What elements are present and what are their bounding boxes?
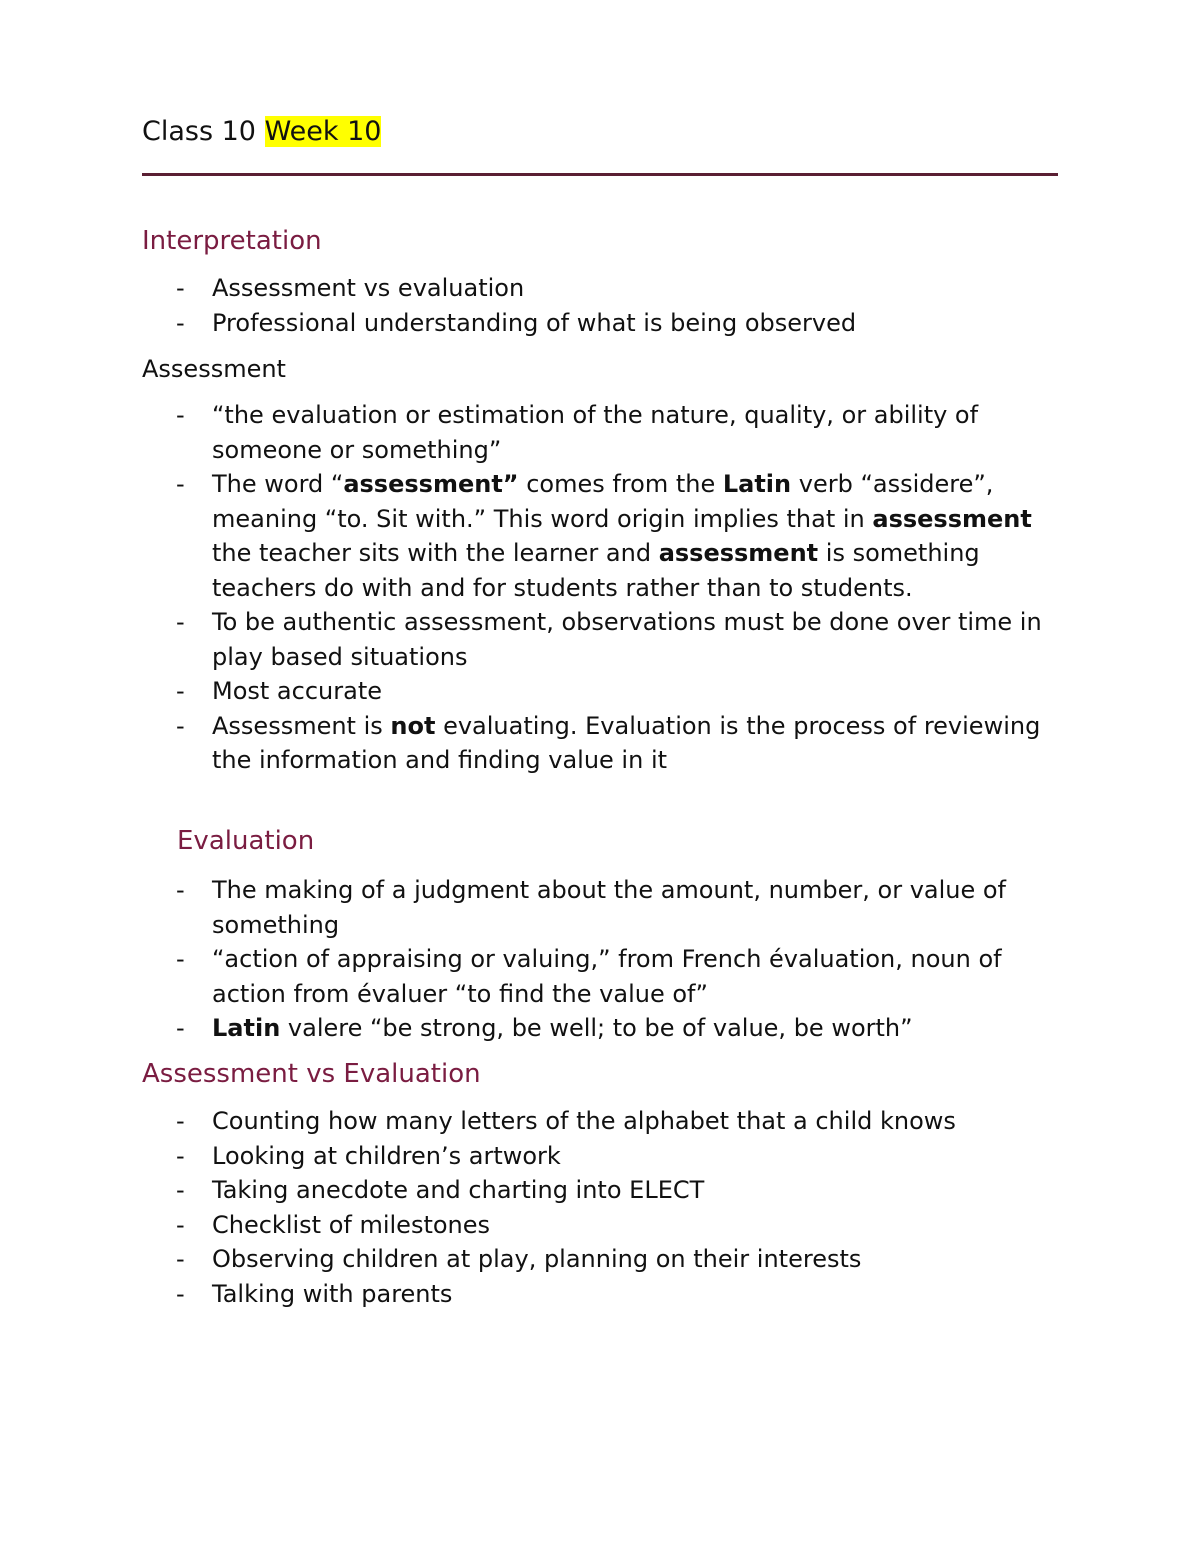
- list-item: - “the evaluation or estimation of the nature, quality, or ability of someone or something”: [142, 398, 1060, 467]
- bold-run: assessment: [872, 504, 1032, 533]
- title-highlight: Week 10: [264, 116, 382, 147]
- text-run: evaluating. Evaluation is the process of reviewing the information and finding value in it: [212, 711, 1041, 774]
- heading-assessment: Assessment: [142, 355, 286, 383]
- list-item: - Checklist of milestones: [142, 1208, 1060, 1243]
- list-evaluation: [142, 873, 1060, 1046]
- list-item: - Taking anecdote and charting into ELECT: [142, 1173, 1060, 1208]
- list-item: - The making of a judgment about the amount, number, or value of something: [142, 873, 1060, 942]
- bold-run: not: [390, 711, 436, 740]
- title-prefix: Class 10: [142, 116, 265, 147]
- heading-evaluation: Evaluation: [177, 826, 315, 856]
- list-item: - “action of appraising or valuing,” from French évaluation, noun of action from évaluer “to find the value of”: [142, 942, 1060, 1011]
- bold-run: Latin: [722, 470, 792, 498]
- list-assessment: [142, 398, 1060, 778]
- text-run: comes from the: [518, 470, 723, 498]
- list-item: - Most accurate: [142, 674, 1060, 709]
- title-divider: [142, 173, 1058, 176]
- heading-assessment-vs-evaluation: Assessment vs Evaluation: [142, 1059, 481, 1089]
- text-run: the teacher sits with the learner and: [212, 539, 659, 567]
- text-run: Assessment is: [212, 711, 391, 740]
- page-title: [142, 113, 381, 151]
- bold-run: assessment”: [343, 470, 519, 498]
- list-item: - Looking at children’s artwork: [142, 1139, 1060, 1174]
- list-item: - To be authentic assessment, observations must be done over time in play based situations: [142, 605, 1060, 674]
- list-interpretation: [142, 271, 1060, 340]
- text-run: verb “assidere”, meaning “to. Sit with.” This word origin implies that in: [212, 470, 994, 533]
- text-run: valere “be strong, be well; to be of value, be worth”: [280, 1014, 913, 1042]
- list-item: - Counting how many letters of the alphabet that a child knows: [142, 1104, 1060, 1139]
- list-item: - Assessment vs evaluation: [142, 271, 1060, 306]
- text-run: is something teachers do with and for students rather than to students.: [212, 539, 980, 602]
- list-item: - Talking with parents: [142, 1277, 1060, 1312]
- list-item: [142, 467, 1060, 605]
- list-item: - Observing children at play, planning on their interests: [142, 1242, 1060, 1277]
- list-item: [142, 1011, 1060, 1046]
- list-item: - Professional understanding of what is being observed: [142, 306, 1060, 341]
- text-run: The word “: [212, 470, 344, 498]
- bold-run: assessment: [658, 539, 819, 567]
- heading-interpretation: Interpretation: [142, 226, 322, 256]
- bold-run: Latin: [212, 1014, 281, 1042]
- list-item: [142, 709, 1060, 778]
- list-assessment-vs-evaluation: [142, 1104, 1060, 1311]
